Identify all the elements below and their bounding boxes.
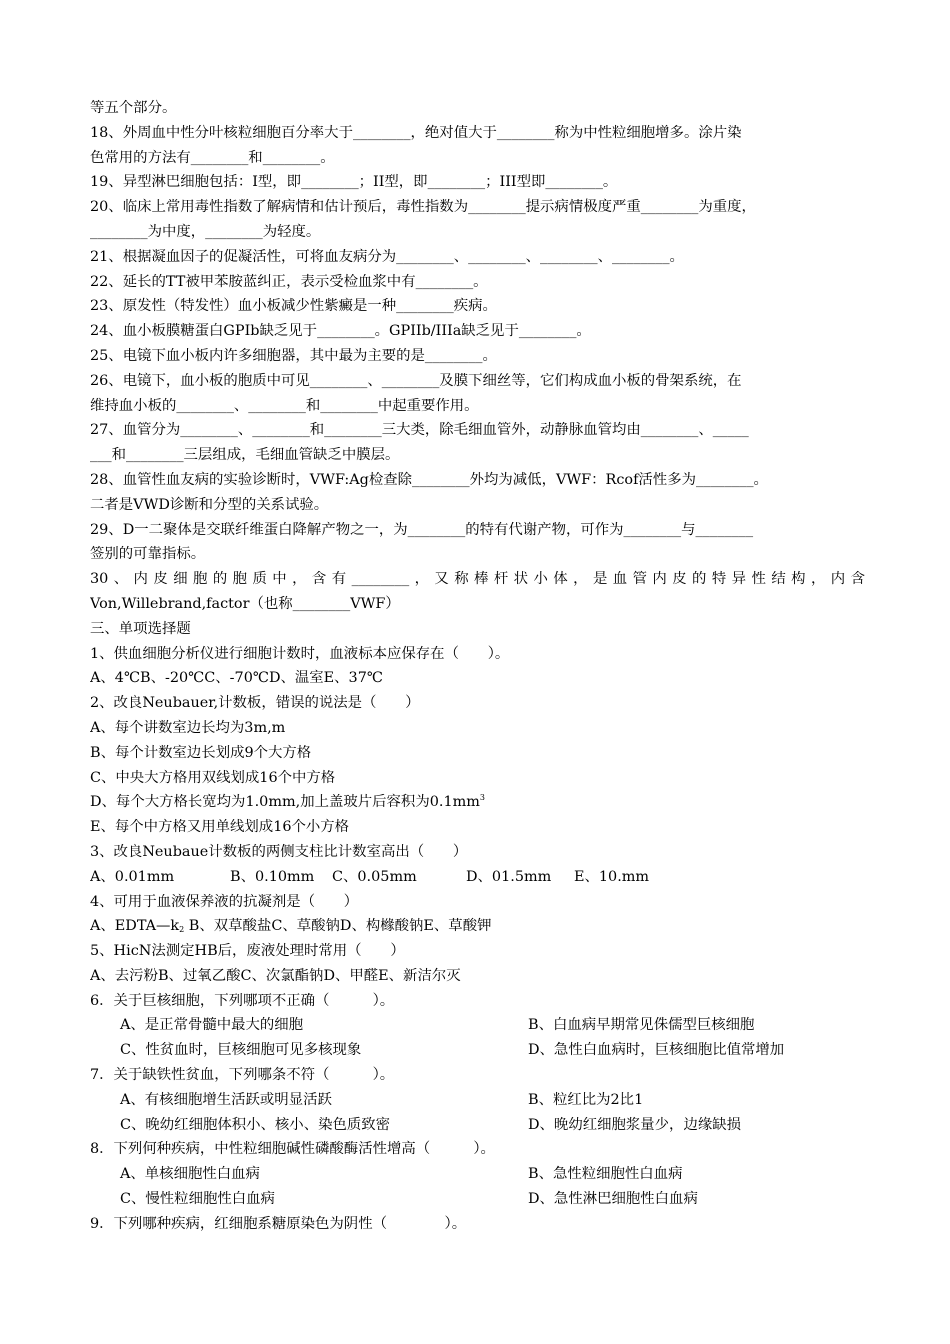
question-24: 24、血小板膜糖蛋白GPIb缺乏见于________。GPIIb/IIIa缺乏见于________。 [90, 323, 591, 340]
mc-question-3: 3、改良Neubaue计数板的两侧支柱比计数室高出（ ） [90, 843, 468, 860]
option-b: B、粒红比为2比1 [528, 1091, 644, 1108]
question-18-line1: 18、外周血中性分叶核粒细胞百分率大于________，绝对值大于________称为中性粒细胞增多。涂片染 [90, 124, 742, 141]
question-19: 19、异型淋巴细胞包括：I型，即________；II型，即________；III型即________。 [90, 174, 618, 191]
superscript-3: 3 [479, 793, 485, 803]
mc-question-7-options-row1 [90, 1088, 865, 1113]
mc-question-2-option-c: C、中央大方格用双线划成16个中方格 [90, 769, 336, 786]
mc-question-7-options-row2 [90, 1113, 865, 1138]
mc-question-2-option-a: A、每个讲数室边长均为3m,m [90, 719, 286, 736]
mc-question-6-options-row2 [90, 1038, 865, 1063]
mc-question-2-option-b: B、每个计数室边长划成9个大方格 [90, 744, 312, 761]
document-page [90, 96, 865, 1237]
option-a: A、单核细胞性白血病 [120, 1166, 260, 1183]
question-27-line1: 27、血管分为________、________和________三大类，除毛细血管外，动静脉血管均由________、_____ [90, 422, 749, 439]
mc-question-5-options: A、去污粉B、过氧乙酸C、次氯酯钠D、甲醛E、新洁尔灭 [90, 967, 461, 984]
mc-question-8-options-row1 [90, 1162, 865, 1187]
option-a: A、有核细胞增生活跃或明显活跃 [120, 1091, 332, 1108]
option-d: D、急性淋巴细胞性白血病 [528, 1191, 698, 1208]
option-b: B、白血病早期常见侏儒型巨核细胞 [528, 1017, 755, 1034]
mc-question-1: 1、供血细胞分析仪进行细胞计数时，血液标本应保存在（ ）。 [90, 645, 510, 662]
options-rest: B、双草酸盐C、草酸钠D、构橼酸钠E、草酸钾 [184, 918, 492, 935]
mc-question-2-option-e: E、每个中方格又用单线划成16个小方格 [90, 819, 350, 836]
subscript-2: 2 [179, 925, 185, 935]
question-26-line1: 26、电镜下，血小板的胞质中可见________、________及膜下细丝等，它们构成血小板的骨架系统，在 [90, 372, 742, 389]
question-25: 25、电镜下血小板内许多细胞器，其中最为主要的是________。 [90, 347, 497, 364]
question-20-line2: ________为中度，________为轻度。 [90, 223, 321, 240]
mc-question-4: 4、可用于血液保养液的抗凝剂是（ ） [90, 893, 359, 910]
option-a-text: A、EDTA—k [90, 918, 180, 935]
mc-question-2-option-d [90, 790, 865, 815]
section-title: 三、单项选择题 [90, 620, 191, 637]
mc-question-6: 6．关于巨核细胞，下列哪项不正确（ ）。 [90, 992, 395, 1009]
option-b: B、急性粒细胞性白血病 [528, 1166, 683, 1183]
mc-question-5: 5、HicN法测定HB后，废液处理时常用（ ） [90, 943, 405, 960]
question-20-line1: 20、临床上常用毒性指数了解病情和估计预后，毒性指数为________提示病情极度严重________为重度， [90, 199, 756, 216]
option-d: D、急性白血病时，巨核细胞比值常增加 [528, 1042, 785, 1059]
text-line: 等五个部分。 [90, 100, 177, 116]
question-23: 23、原发性（特发性）血小板减少性紫癜是一种________疾病。 [90, 298, 497, 315]
option-a: A、是正常骨髓中最大的细胞 [120, 1017, 304, 1034]
question-26-line2: 维持血小板的________、________和________中起重要作用。 [90, 397, 479, 414]
question-28-line2: 二者是VWD诊断和分型的关系试验。 [90, 496, 329, 513]
option-a: A、0.01mm [90, 868, 175, 885]
mc-question-8-options-row2 [90, 1187, 865, 1212]
option-c: C、性贫血时，巨核细胞可见多核现象 [120, 1042, 362, 1059]
mc-question-2: 2、改良Neubauer,计数板，错误的说法是（ ） [90, 695, 420, 712]
question-29-line2: 签别的可靠指标。 [90, 546, 206, 563]
mc-question-7: 7．关于缺铁性贫血，下列哪条不符（ ）。 [90, 1067, 395, 1084]
question-18-line2: 色常用的方法有________和________。 [90, 149, 335, 166]
option-e: E、10.mm [574, 868, 650, 885]
mc-question-1-options: A、4℃B、-20℃C、-70℃D、温室E、37℃ [90, 670, 383, 687]
question-22: 22、延长的TT被甲苯胺蓝纠正，表示受检血浆中有________。 [90, 273, 488, 290]
question-29-line1: 29、D一二聚体是交联纤维蛋白降解产物之一，为________的特有代谢产物，可作为________与________ [90, 521, 754, 538]
mc-question-6-options-row1 [90, 1013, 865, 1038]
question-30-line2: Von,Willebrand,factor（也称________VWF） [90, 595, 400, 612]
question-27-line2: ___和________三层组成，毛细血管缺乏中膜层。 [90, 447, 400, 464]
option-c: C、晚幼红细胞体积小、核小、染色质致密 [120, 1116, 391, 1133]
question-21: 21、根据凝血因子的促凝活性，可将血友病分为________、________、________、________。 [90, 248, 684, 265]
mc-question-9: 9．下列哪种疾病，红细胞系糖原染色为阴性（ ）。 [90, 1215, 467, 1232]
option-d: D、晚幼红细胞浆量少，边缘缺损 [528, 1116, 742, 1133]
option-c: C、0.05mm [332, 868, 417, 885]
mc-question-3-options [90, 865, 865, 890]
option-d-text: D、每个大方格长宽均为1.0mm,加上盖玻片后容积为0.1mm [90, 794, 480, 811]
option-c: C、慢性粒细胞性白血病 [120, 1191, 275, 1208]
question-30-line1: 30、内皮细胞的胞质中，含有________，又称棒杆状小体，是血管内皮的特异性结构，内含 [90, 571, 865, 588]
mc-question-8: 8．下列何种疾病，中性粒细胞碱性磷酸酶活性增高（ ）。 [90, 1141, 495, 1158]
mc-question-4-options [90, 914, 865, 939]
question-28-line1: 28、血管性血友病的实验诊断时，VWF:Ag检查除________外均为减低，VWF：Rcof活性多为________。 [90, 471, 768, 488]
option-d: D、01.5mm [466, 868, 552, 885]
option-b: B、0.10mm [230, 868, 315, 885]
